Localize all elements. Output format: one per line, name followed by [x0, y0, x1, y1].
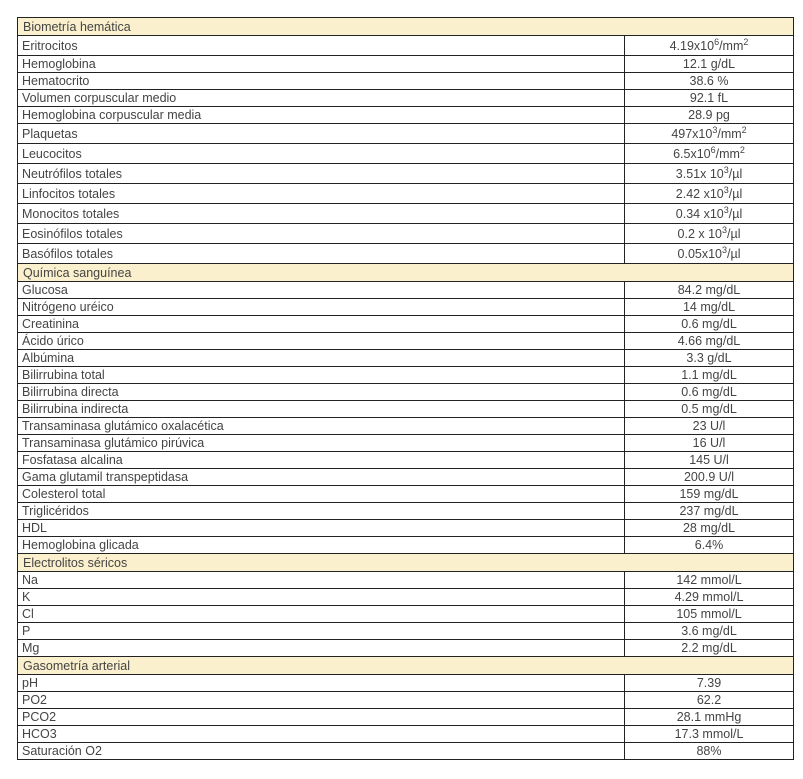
table-row: [18, 124, 794, 144]
test-name: Gama glutamil transpeptidasa: [18, 469, 625, 486]
test-name: P: [18, 623, 625, 640]
section-title: Electrolitos séricos: [18, 554, 794, 572]
table-row: [18, 640, 794, 657]
test-value: 105 mmol/L: [625, 606, 794, 623]
table-row: [18, 299, 794, 316]
value-unit: /µl: [728, 187, 743, 201]
test-value: 92.1 fL: [625, 90, 794, 107]
test-value: [625, 124, 794, 144]
value-number: 497x10: [671, 127, 713, 141]
test-value: [625, 204, 794, 224]
value-number: 0.34 x10: [675, 207, 724, 221]
test-value: 142 mmol/L: [625, 572, 794, 589]
test-name: Hemoglobina corpuscular media: [18, 107, 625, 124]
table-row: [18, 204, 794, 224]
table-row: [18, 709, 794, 726]
test-value: 28.9 pg: [625, 107, 794, 124]
test-name: Volumen corpuscular medio: [18, 90, 625, 107]
lab-results-body: [18, 18, 794, 760]
test-value: 6.4%: [625, 537, 794, 554]
section-header-row: [18, 264, 794, 282]
test-value: 28.1 mmHg: [625, 709, 794, 726]
test-value: 2.2 mg/dL: [625, 640, 794, 657]
table-row: [18, 73, 794, 90]
test-name: Saturación O2: [18, 743, 625, 760]
table-row: [18, 743, 794, 760]
test-name: Nitrógeno uréico: [18, 299, 625, 316]
test-value: 0.6 mg/dL: [625, 316, 794, 333]
test-name: Cl: [18, 606, 625, 623]
test-value: [625, 36, 794, 56]
test-name: Hemoglobina: [18, 56, 625, 73]
lab-results-table: [17, 17, 794, 760]
value-exponent: 6: [710, 145, 716, 156]
table-row: [18, 623, 794, 640]
section-header-row: [18, 657, 794, 675]
table-row: [18, 418, 794, 435]
test-name: Mg: [18, 640, 625, 657]
test-value: 0.5 mg/dL: [625, 401, 794, 418]
table-row: [18, 36, 794, 56]
value-exponent: 3: [722, 245, 728, 256]
test-name: pH: [18, 675, 625, 692]
test-name: Monocitos totales: [18, 204, 625, 224]
value-number: 6.5x10: [673, 147, 711, 161]
test-value: [625, 184, 794, 204]
test-value: 4.29 mmol/L: [625, 589, 794, 606]
test-value: 3.6 mg/dL: [625, 623, 794, 640]
test-name: Basófilos totales: [18, 244, 625, 264]
test-name: Glucosa: [18, 282, 625, 299]
test-name: Ácido úrico: [18, 333, 625, 350]
section-title: Química sanguínea: [18, 264, 794, 282]
test-name: K: [18, 589, 625, 606]
table-row: [18, 486, 794, 503]
test-value: [625, 164, 794, 184]
table-row: [18, 572, 794, 589]
test-name: Plaquetas: [18, 124, 625, 144]
value-number: 3.51x 10: [675, 167, 724, 181]
test-name: Creatinina: [18, 316, 625, 333]
test-name: Albúmina: [18, 350, 625, 367]
table-row: [18, 316, 794, 333]
test-value: 0.6 mg/dL: [625, 384, 794, 401]
table-row: [18, 606, 794, 623]
value-unit: /mm: [715, 147, 740, 161]
section-title: Gasometría arterial: [18, 657, 794, 675]
test-value: 14 mg/dL: [625, 299, 794, 316]
test-value: 23 U/l: [625, 418, 794, 435]
test-name: Eosinófilos totales: [18, 224, 625, 244]
test-value: 28 mg/dL: [625, 520, 794, 537]
section-header-row: [18, 554, 794, 572]
table-row: [18, 282, 794, 299]
test-value: 38.6 %: [625, 73, 794, 90]
table-row: [18, 589, 794, 606]
test-name: Bilirrubina directa: [18, 384, 625, 401]
value-unit: /µl: [728, 167, 743, 181]
test-value: [625, 244, 794, 264]
table-row: [18, 244, 794, 264]
table-row: [18, 90, 794, 107]
value-number: 0.2 x 10: [677, 227, 722, 241]
value-number: 2.42 x10: [675, 187, 724, 201]
value-unit: /µl: [728, 207, 743, 221]
table-row: [18, 184, 794, 204]
test-value: 237 mg/dL: [625, 503, 794, 520]
value-exponent: 3: [722, 225, 728, 236]
value-number: 0.05x10: [677, 247, 722, 261]
test-name: Bilirrubina indirecta: [18, 401, 625, 418]
test-name: Transaminasa glutámico oxalacética: [18, 418, 625, 435]
test-value: 7.39: [625, 675, 794, 692]
value-unit-exponent: 2: [743, 37, 749, 48]
test-value: 145 U/l: [625, 452, 794, 469]
table-row: [18, 350, 794, 367]
table-row: [18, 56, 794, 73]
table-row: [18, 384, 794, 401]
table-row: [18, 164, 794, 184]
test-name: Eritrocitos: [18, 36, 625, 56]
value-unit-exponent: 2: [741, 125, 747, 136]
test-value: 200.9 U/l: [625, 469, 794, 486]
value-exponent: 3: [723, 205, 729, 216]
table-row: [18, 520, 794, 537]
test-value: 88%: [625, 743, 794, 760]
test-name: Hemoglobina glicada: [18, 537, 625, 554]
test-name: Transaminasa glutámico pirúvica: [18, 435, 625, 452]
value-unit: /µl: [727, 227, 741, 241]
test-value: 3.3 g/dL: [625, 350, 794, 367]
test-name: Triglicéridos: [18, 503, 625, 520]
test-name: Colesterol total: [18, 486, 625, 503]
table-row: [18, 537, 794, 554]
value-exponent: 6: [714, 37, 720, 48]
test-value: 4.66 mg/dL: [625, 333, 794, 350]
value-unit-exponent: 2: [739, 145, 745, 156]
value-unit: /mm: [719, 39, 744, 53]
test-value: [625, 224, 794, 244]
value-exponent: 3: [723, 165, 729, 176]
table-row: [18, 144, 794, 164]
table-row: [18, 503, 794, 520]
test-name: Leucocitos: [18, 144, 625, 164]
test-value: 16 U/l: [625, 435, 794, 452]
value-unit: /mm: [717, 127, 742, 141]
test-value: 84.2 mg/dL: [625, 282, 794, 299]
value-exponent: 3: [723, 185, 729, 196]
table-row: [18, 107, 794, 124]
section-header-row: [18, 18, 794, 36]
table-row: [18, 469, 794, 486]
test-name: PCO2: [18, 709, 625, 726]
table-row: [18, 333, 794, 350]
test-name: Linfocitos totales: [18, 184, 625, 204]
test-name: Hematocrito: [18, 73, 625, 90]
table-row: [18, 675, 794, 692]
test-value: 12.1 g/dL: [625, 56, 794, 73]
test-name: Na: [18, 572, 625, 589]
table-row: [18, 435, 794, 452]
table-row: [18, 452, 794, 469]
test-value: 17.3 mmol/L: [625, 726, 794, 743]
test-value: 159 mg/dL: [625, 486, 794, 503]
test-name: PO2: [18, 692, 625, 709]
test-value: 62.2: [625, 692, 794, 709]
value-unit: /µl: [727, 247, 741, 261]
test-name: Neutrófilos totales: [18, 164, 625, 184]
table-row: [18, 726, 794, 743]
test-name: HDL: [18, 520, 625, 537]
test-name: HCO3: [18, 726, 625, 743]
table-row: [18, 224, 794, 244]
test-value: [625, 144, 794, 164]
value-number: 4.19x10: [669, 39, 715, 53]
test-name: Bilirrubina total: [18, 367, 625, 384]
table-row: [18, 401, 794, 418]
table-row: [18, 692, 794, 709]
section-title: Biometría hemática: [18, 18, 794, 36]
test-value: 1.1 mg/dL: [625, 367, 794, 384]
value-exponent: 3: [712, 125, 718, 136]
table-row: [18, 367, 794, 384]
test-name: Fosfatasa alcalina: [18, 452, 625, 469]
